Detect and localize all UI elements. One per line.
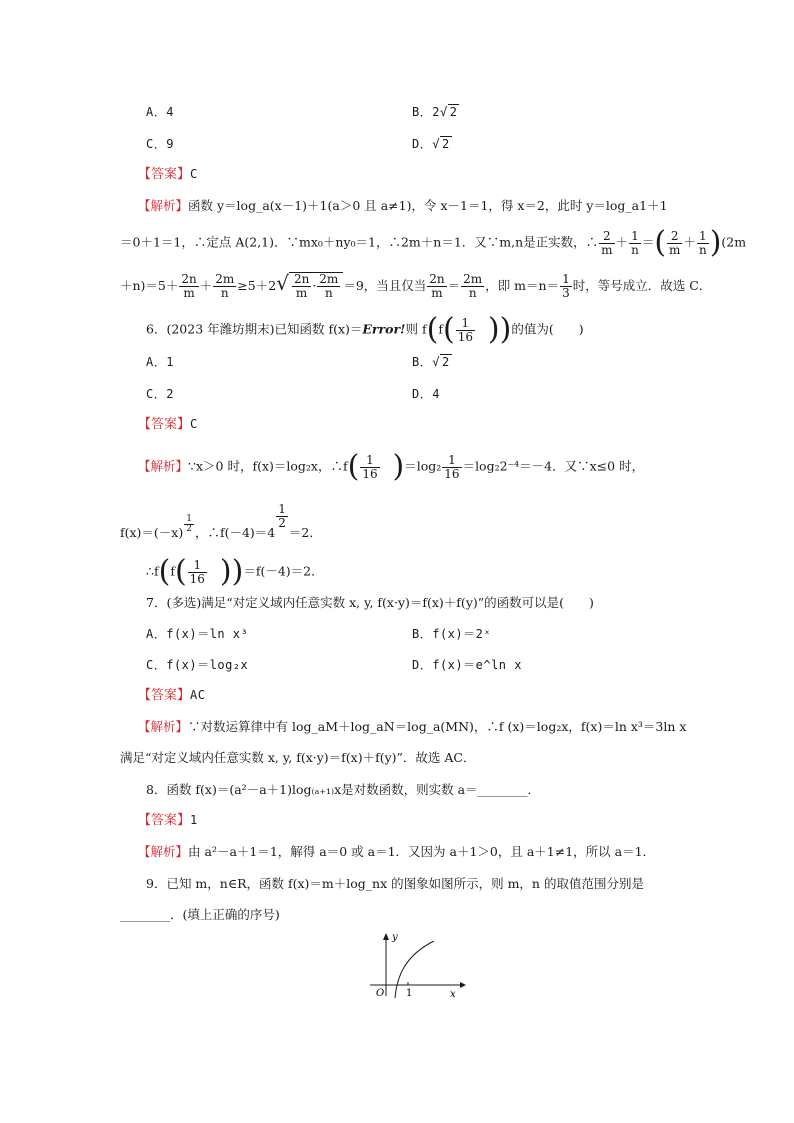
q8-answer [138, 811, 198, 830]
denominator: 16 [444, 466, 460, 481]
q6-option-b [412, 353, 452, 371]
q7-analysis-line2: 满足“对定义域内任意实数 x, y, f(x·y)＝f(x)＋f(y)”．故选 AC． [120, 750, 476, 765]
error-text: Error! [362, 321, 406, 337]
denominator: n [220, 286, 229, 300]
paren-open: ( [347, 449, 360, 484]
answer-tag: 【答案】 [138, 687, 191, 702]
fraction [667, 230, 682, 257]
numerator: 2m [215, 272, 235, 286]
paren-open: ( [442, 312, 455, 347]
q6-option-d: D．4 [412, 387, 440, 401]
denominator: 16 [189, 571, 205, 586]
q5-analysis-line2: ＝0＋1＝1，∴定点 A(2,1)．∵mx₀＋ny₀＝1，∴2m＋n＝1．又∵m,n是正实数，∴ $\frac{2}{m}$ ＋ $\frac{1}{n}$ ＝( $\frac{2}{m}$ ＋ $\frac{1}{n}$ )(2m [120, 225, 747, 260]
analysis-text: ＝log₂ [404, 458, 442, 474]
fraction [179, 273, 198, 300]
numerator: 2n [293, 272, 310, 286]
q6-stem-text: 的值为( ) [511, 321, 584, 337]
x-axis-arrow [460, 982, 466, 988]
q9-stem-line2: ________．(填上正确的序号) [120, 907, 280, 922]
denominator: 3 [562, 286, 570, 300]
fraction [213, 273, 236, 300]
analysis-text: ＝0＋1＝1，∴定点 A(2,1)．∵mx₀＋ny₀＝1，∴2m＋n＝1．又∵m,n是正实数，∴ [120, 234, 599, 250]
numerator: 1 [360, 454, 379, 468]
analysis-text: 由 a²－a＋1＝1，解得 a＝0 或 a＝1．又因为 a＋1＞0，且 a＋1≠1，所以 a＝1． [188, 844, 656, 859]
answer-value: C [190, 167, 198, 181]
analysis-tag: 【解析】 [138, 199, 189, 213]
numerator: 2m [463, 272, 483, 286]
q5-option-d [412, 135, 452, 153]
answer-tag: 【答案】 [138, 812, 191, 827]
q7-analysis-line1 [138, 718, 686, 736]
y-axis-label: y [392, 932, 398, 943]
numerator: 1 [697, 230, 709, 244]
analysis-tag: 【解析】 [138, 459, 189, 474]
q7-option-a: A．f(x)＝ln x³ [146, 627, 249, 641]
answer-value: 1 [190, 813, 198, 827]
q7-stem: 7．(多选)满足“对定义域内任意实数 x, y, f(x·y)＝f(x)＋f(y)”的函数可以是( ) [146, 595, 594, 610]
exponent-fraction [184, 515, 194, 534]
numerator: 1 [186, 514, 192, 524]
y-axis-arrow [383, 933, 389, 940]
numerator: 1 [278, 502, 286, 516]
answer-tag: 【答案】 [138, 416, 191, 431]
function-graph [364, 930, 474, 1000]
q6-option-c: C．2 [146, 387, 174, 401]
q7-answer [138, 686, 205, 705]
q6-stem-text: 6．(2023 年潍坊期末)已知函数 f(x)＝ [146, 321, 363, 337]
q7-option-d: D．f(x)＝e^ln x [412, 658, 522, 672]
q5-analysis-line3: ＋n)＝5＋ $\frac{2n}{m}$ ＋ $\frac{2m}{n}$ ≥5＋2√ $\frac{2n}{m}$ · $\frac{2m}{n}$ ＝9，当且仅当 $\frac{2n}{m}$ ＝ $\frac{2m}{n}$ ，即 m＝n＝ $\frac{1}{3}$ 时，等号成立．故选 C． [120, 271, 712, 300]
numerator: 2 [599, 230, 614, 244]
numerator: 2n [429, 272, 445, 286]
paren-close: ) [499, 312, 512, 347]
fraction [560, 273, 572, 300]
paren-open: ( [158, 554, 171, 589]
fraction [697, 230, 709, 257]
q5-answer [138, 165, 198, 184]
analysis-text: ＝f(－4)＝2． [243, 563, 324, 579]
denominator: m [183, 286, 195, 300]
numerator: 2n [181, 272, 197, 286]
fraction [188, 559, 207, 586]
paren-close: ) [709, 225, 722, 260]
q5-option-b-label: B．2 [412, 105, 440, 119]
answer-value: C [190, 417, 198, 431]
q5-option-d-label: D． [412, 137, 433, 151]
q6-option-b-radicand: 2 [441, 355, 450, 369]
numerator: 1 [456, 317, 475, 331]
analysis-text: 时，等号成立．故选 C． [572, 278, 712, 293]
numerator: 1 [629, 230, 641, 244]
denominator: n [324, 286, 333, 300]
sqrt-symbol: √ [276, 271, 289, 295]
denominator: m [295, 286, 308, 300]
analysis-text: ，即 m＝n＝ [485, 278, 560, 293]
sqrt-symbol: √ [439, 105, 448, 119]
fraction [292, 273, 311, 300]
denominator: m [669, 242, 681, 257]
denominator: m [431, 286, 443, 300]
analysis-text: ∵x＞0 时，f(x)＝log₂x，∴f [188, 458, 348, 474]
analysis-text: ＝log₂2⁻⁴＝－4．又∵x≤0 时， [462, 458, 645, 474]
analysis-text: ＋n)＝5＋ [120, 278, 179, 293]
fraction [461, 273, 484, 300]
q6-analysis-line2 [120, 503, 322, 542]
q5-option-b-radicand: 2 [449, 105, 458, 119]
analysis-tag: 【解析】 [138, 720, 189, 734]
fraction [317, 273, 340, 300]
analysis-text: 函数 y＝log_a(x－1)＋1(a＞0 且 a≠1)，令 x－1＝1，得 x＝2，此时 y＝log_a1＋1 [188, 198, 668, 213]
numerator: 2 [667, 230, 682, 244]
q6-analysis-line3: ∴f(f( $\frac{1}{16}$ ))＝f(－4)＝2． [146, 554, 324, 589]
fraction [599, 230, 614, 257]
paren-close: ) [392, 449, 405, 484]
numerator: 1 [562, 272, 570, 286]
analysis-tag: 【解析】 [138, 845, 189, 859]
log-curve [395, 941, 434, 998]
q6-stem: 6．(2023 年潍坊期末)已知函数 f(x)＝Error!则 f(f( $\frac{1}{16}$ ))的值为( ) [146, 312, 584, 347]
q6-option-b-label: B． [412, 355, 433, 369]
q5-option-c: C．9 [146, 137, 174, 151]
analysis-text: ∴f [146, 563, 159, 579]
numerator: 2m [319, 272, 339, 286]
analysis-text: f(x)＝(－x) [120, 525, 184, 540]
fraction [629, 230, 641, 257]
fraction [427, 273, 446, 300]
q8-analysis [138, 843, 655, 861]
x-axis-label: x [450, 989, 456, 1000]
analysis-text: ，∴f(－4)＝4 [194, 525, 276, 540]
denominator: 16 [457, 329, 473, 344]
analysis-text: ∵对数运算律中有 log_aM＋log_aN＝log_a(MN)，∴f (x)＝log₂x，f(x)＝ln x³＝3ln x [188, 719, 687, 734]
paren-open: ( [654, 225, 667, 260]
denominator: m [601, 242, 613, 257]
paren-close: ) [487, 312, 500, 347]
q5-analysis-line1 [138, 197, 668, 215]
analysis-text: ＝9，当且仅当 [343, 278, 427, 293]
paren-close: ) [231, 554, 244, 589]
paren-open: ( [426, 312, 439, 347]
paren-close: ) [219, 554, 232, 589]
answer-tag: 【答案】 [138, 166, 191, 181]
tick-label-one: 1 [406, 988, 413, 999]
denominator: 2 [278, 516, 286, 530]
denominator: 16 [362, 466, 378, 481]
q7-option-b: B．f(x)＝2ˣ [412, 627, 492, 641]
q6-answer [138, 415, 198, 434]
numerator: 1 [188, 559, 207, 573]
sqrt-symbol: √ [432, 137, 440, 151]
analysis-text: ≥5＋2 [237, 278, 277, 293]
q5-option-a: A．4 [146, 105, 174, 119]
analysis-text: (2m [721, 234, 747, 250]
numerator: 1 [442, 454, 461, 468]
q5-option-d-radicand: 2 [441, 137, 450, 151]
fraction [442, 454, 461, 481]
fraction [360, 454, 379, 481]
q6-analysis-line1 [138, 449, 645, 484]
paren-open: ( [174, 554, 187, 589]
q5-option-b [412, 103, 459, 121]
q9-stem-line1: 9．已知 m，n∈R，函数 f(x)＝m＋log_nx 的图象如图所示，则 m，n 的取值范围分别是 [146, 876, 644, 891]
exponent-fraction [276, 503, 288, 530]
analysis-text: ＝2． [288, 525, 322, 540]
sqrt-radicand: $\frac{2n}{m}$ · $\frac{2m}{n}$ [289, 272, 343, 300]
origin-label: O [376, 988, 385, 999]
answer-value: AC [190, 688, 206, 702]
q7-option-c: C．f(x)＝log₂x [146, 658, 249, 672]
fraction [456, 317, 475, 344]
q8-stem: 8．函数 f(x)＝(a²－a＋1)log₍ₐ₊₁₎x是对数函数，则实数 a＝________． [146, 782, 541, 797]
denominator: 2 [186, 524, 192, 534]
sqrt-symbol: √ [432, 355, 440, 369]
denominator: n [698, 242, 707, 257]
q6-stem-text: 则 f [405, 321, 427, 337]
denominator: n [468, 286, 477, 300]
q6-option-a: A．1 [146, 355, 174, 369]
denominator: n [631, 242, 639, 257]
